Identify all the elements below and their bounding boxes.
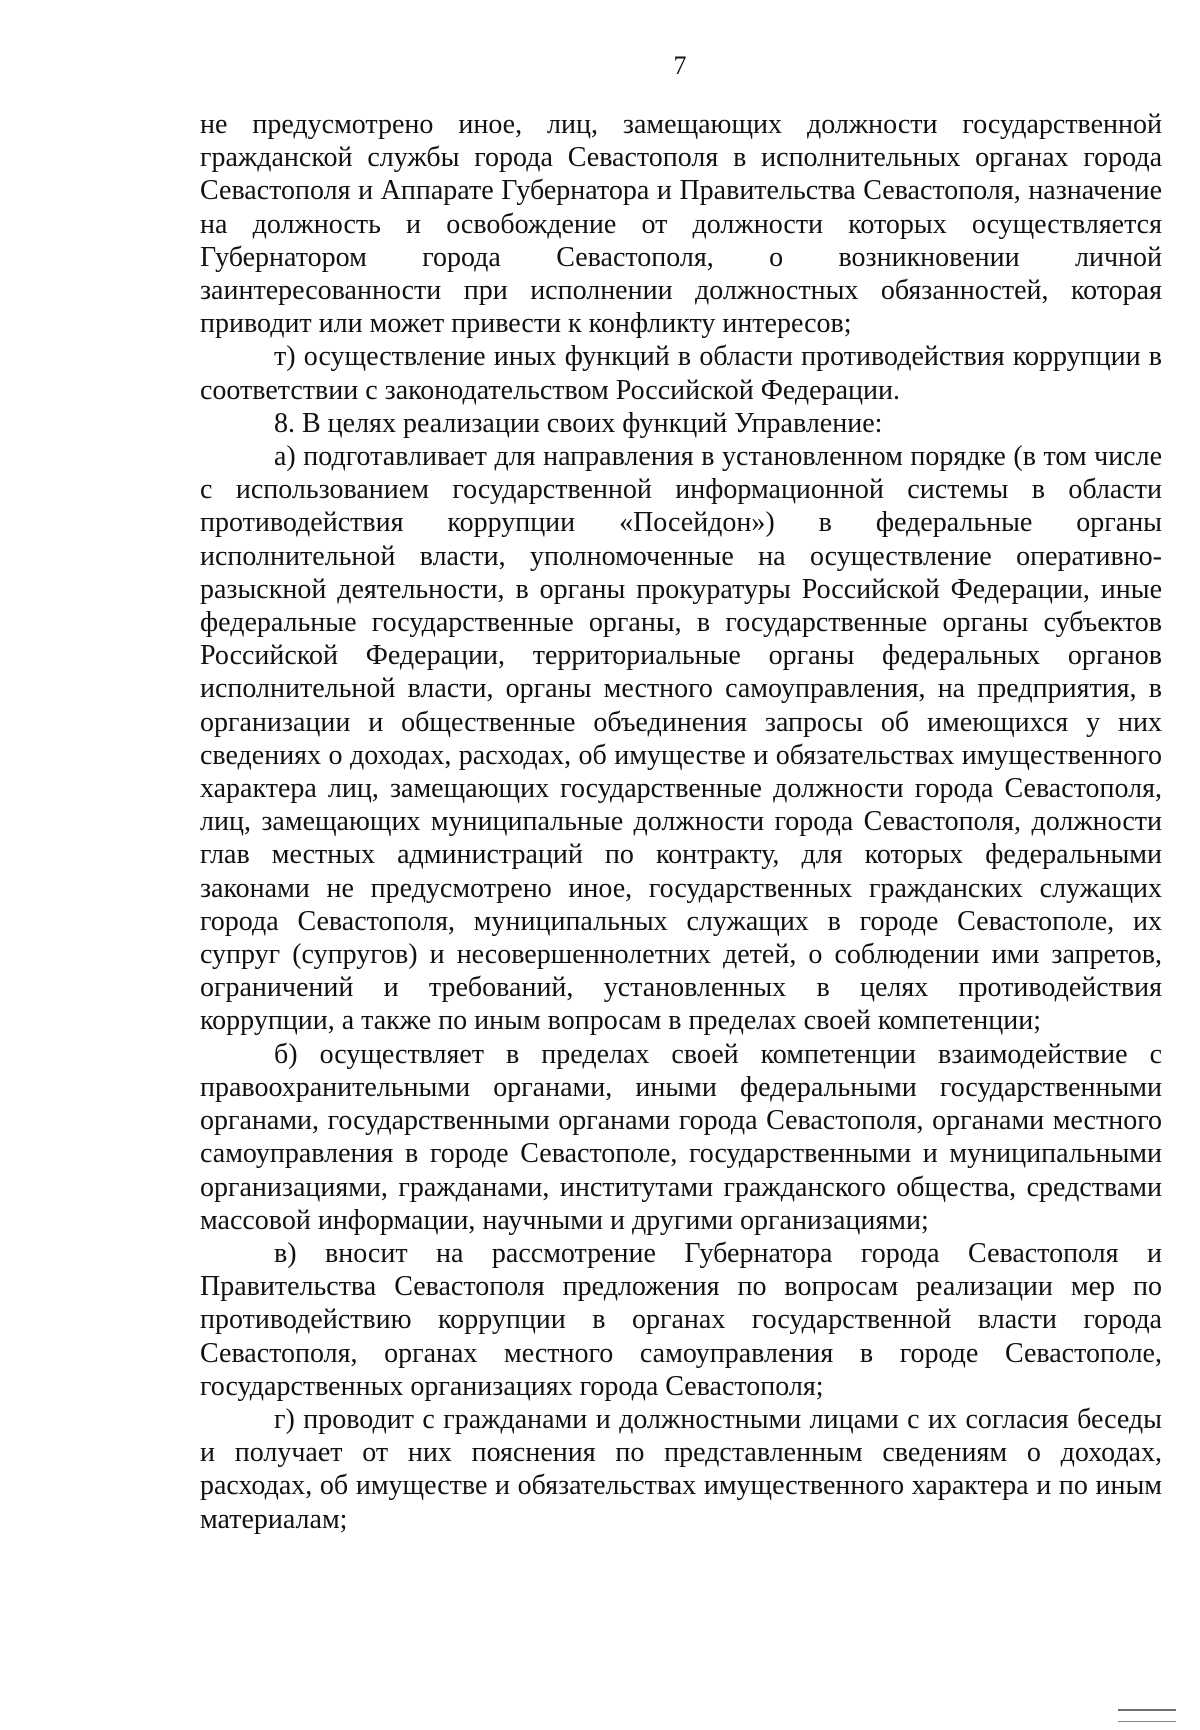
paragraph-item-a: а) подготавливает для направления в установленном порядке (в том числе с использованием государственной информационной системы в области противодействия коррупции «Посейдон») в федеральные органы исполнительной власти, уполномоченные на осуществление оперативно-разыскной деятельности, в органы прокуратуры Российской Федерации, иные федеральные государственные органы, в государственные органы субъектов Российской Федерации, территориальные органы федеральных органов исполнительной власти, органы местного самоуправления, на предприятия, в организации и общественные объединения запросы об имеющихся у них сведениях о доходах, расходах, об имуществе и обязательствах имущественного характера лиц, замещающих государственные должности города Севастополя, лиц, замещающих муниципальные должности города Севастополя, должности глав местных администраций по контракту, для которых федеральными законами не предусмотрено иное, государственных гражданских служащих города Севастополя, муниципальных служащих в городе Севастополе, их супруг (супругов) и несовершеннолетних детей, о соблюдении ими запретов, ограничений и требований, установленных в целях противодействия коррупции, а также по иным вопросам в пределах своей компетенции; [200, 441, 1162, 1037]
page-number: 7 [673, 51, 687, 80]
paragraph-item-v: в) вносит на рассмотрение Губернатора города Севастополя и Правительства Севастополя предложения по вопросам реализации мер по противодействию коррупции в органах государственной власти города Севастополя, органах местного самоуправления в городе Севастополе, государственных организациях города Севастополя; [200, 1237, 1162, 1402]
paragraph-item-b: б) осуществляет в пределах своей компетенции взаимодействие с правоохранительными органами, иными федеральными государственными органами, государственными органами города Севастополя, органами местного самоуправления в городе Севастополе, государственными и муниципальными организациями, гражданами, институтами гражданского общества, средствами массовой информации, научными и другими организациями; [200, 1038, 1162, 1236]
paragraph-item-g: г) проводит с гражданами и должностными лицами с их согласия беседы и получает от них пояснения по представленным сведениям о доходах, расходах, об имуществе и обязательствах имущественного характера и по иным материалам; [200, 1403, 1162, 1535]
paragraph-section-8: 8. В целях реализации своих функций Управление: [274, 407, 883, 439]
paragraph-item-t: т) осуществление иных функций в области противодействия коррупции в соответствии с законодательством Российской Федерации. [200, 341, 1162, 406]
document-body [200, 108, 1162, 1536]
scan-corner-mark [1118, 1709, 1176, 1722]
paragraph-continuation: не предусмотрено иное, лиц, замещающих должности государственной гражданской службы города Севастополя в исполнительных органах города Севастополя и Аппарате Губернатора и Правительства Севастополя, назначение на должность и освобождение от должности которых осуществляется Губернатором города Севастополя, о возникновении личной заинтересованности при исполнении должностных обязанностей, которая приводит или может привести к конфликту интересов; [200, 109, 1162, 340]
